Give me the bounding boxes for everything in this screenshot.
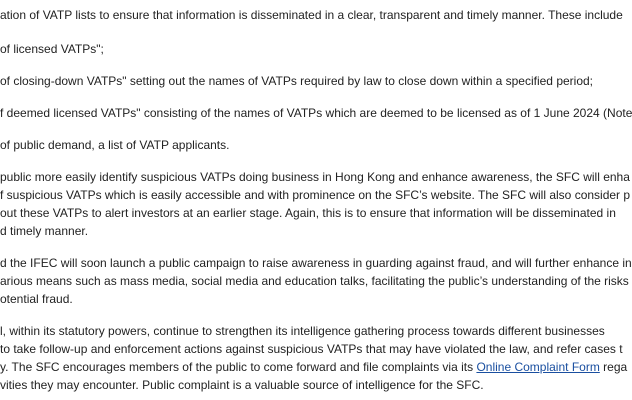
list-item-vatp-applicants: of public demand, a list of VATP applicants. (0, 138, 230, 152)
online-complaint-form-link[interactable]: Online Complaint Form (476, 360, 600, 374)
paragraph-suspicious-line: public more easily identify suspicious VATPs doing business in Hong Kong and enhance awareness, the SFC will enha (0, 170, 630, 184)
paragraph-ifec-line: d the IFEC will soon launch a public campaign to raise awareness in guarding against fraud, and will further enhance in (0, 256, 632, 270)
paragraph-intelligence-text: rega (599, 360, 628, 374)
paragraph-suspicious-line: f suspicious VATPs which is easily accessible and with prominence on the SFC’s website. The SFC will also consider p (0, 188, 631, 202)
paragraph-ifec-line: otential fraud. (0, 292, 73, 306)
list-item-closing-down-vatps: of closing-down VATPs" setting out the names of VATPs required by law to close down within a specified period; (0, 74, 594, 88)
paragraph-intelligence-line: l, within its statutory powers, continue to strengthen its intelligence gathering process towards different businesses (0, 324, 605, 338)
paragraph-intelligence-line (0, 358, 627, 376)
intro-line: ation of VATP lists to ensure that information is disseminated in a clear, transparent and timely manner. These include (0, 8, 623, 22)
paragraph-suspicious-line: out these VATPs to alert investors at an earlier stage. Again, this is to ensure that information will be disseminated in (0, 206, 616, 220)
paragraph-ifec-line: arious means such as mass media, social media and education talks, facilitating the public’s understanding of the risks (0, 274, 629, 288)
paragraph-intelligence-text: y. The SFC encourages members of the public to come forward and file complaints via its (0, 360, 477, 374)
paragraph-suspicious-line: d timely manner. (0, 224, 89, 238)
list-item-licensed-vatps: of licensed VATPs"; (0, 42, 104, 56)
paragraph-intelligence-line: to take follow-up and enforcement actions against suspicious VATPs that may have violated the law, and refer cases t (0, 342, 623, 356)
list-item-deemed-licensed-vatps: f deemed licensed VATPs" consisting of the names of VATPs which are deemed to be licensed as of 1 June 2024 (Note (0, 106, 632, 120)
paragraph-intelligence-line: vities they may encounter. Public complaint is a valuable source of intelligence for the SFC. (0, 378, 484, 392)
